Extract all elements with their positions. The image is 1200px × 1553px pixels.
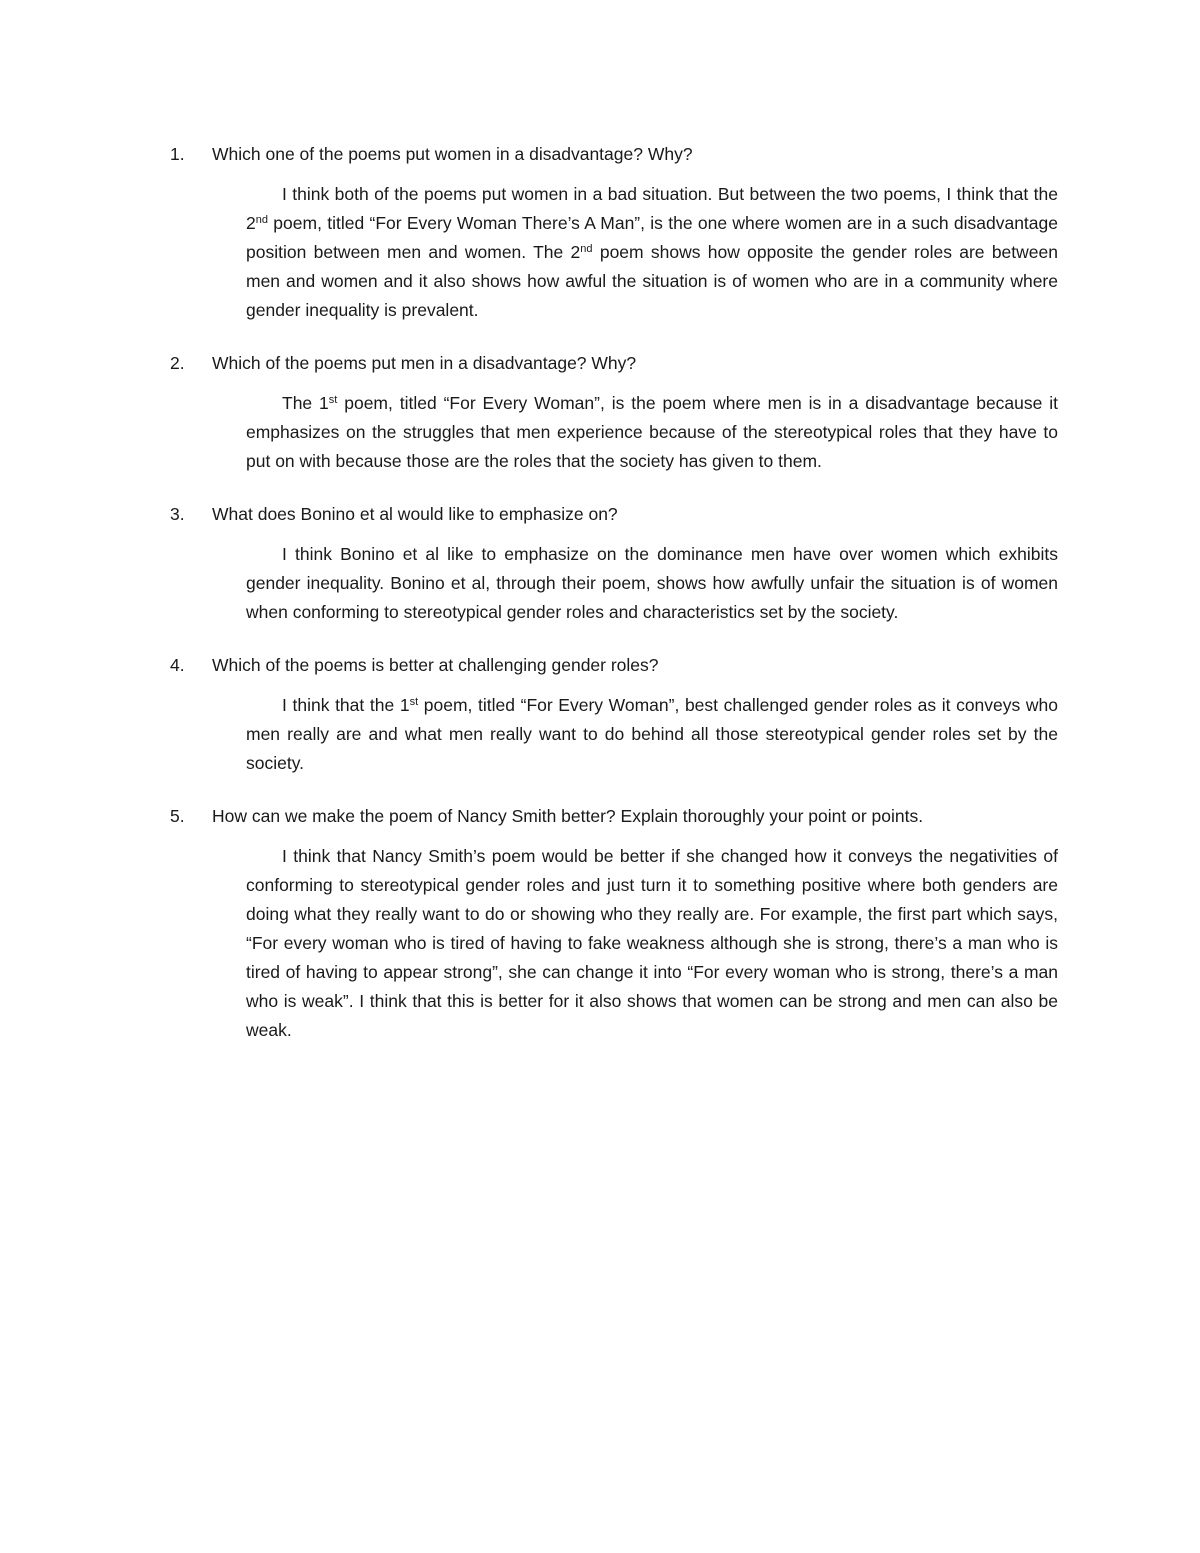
question-item-3 — [170, 500, 1058, 627]
question-number: 2. — [170, 353, 185, 373]
answer-paragraph — [246, 389, 1058, 476]
question-item-2 — [170, 349, 1058, 476]
answer-text: I think that Nancy Smith’s poem would be better if she changed how it conveys the negativities of conforming to stereotypical gender roles and just turn it to something positive where both genders are doing what they really want to do or showing who they really are. For example, the first part which says, “For every woman who is tired of having to fake weakness although she is strong, there’s a man who is tired of having to appear strong”, she can change it into “For every woman who is strong, there’s a man who is weak”. I think that this is better for it also shows that women can be strong and men can also be weak. — [246, 846, 1058, 1040]
question-item-5 — [170, 802, 1058, 1045]
question-text: What does Bonino et al would like to emphasize on? — [212, 504, 618, 524]
question-heading — [170, 140, 1058, 169]
question-heading — [170, 349, 1058, 378]
question-item-1 — [170, 140, 1058, 325]
answer-text: I think that the 1 — [282, 695, 410, 715]
question-item-4 — [170, 651, 1058, 778]
answer-text: I think Bonino et al like to emphasize on the dominance men have over women which exhibits gender inequality. Bonino et al, through their poem, shows how awfully unfair the situation is of women when conforming to stereotypical gender roles and characteristics set by the society. — [246, 544, 1058, 622]
question-number: 1. — [170, 144, 185, 164]
ordinal-suffix: st — [328, 394, 338, 406]
answer-text: poem, titled “For Every Woman”, best challenged gender roles as it conveys who men really are and what men really want to do behind all those stereotypical gender roles set by the society. — [246, 695, 1058, 773]
question-heading — [170, 651, 1058, 680]
question-number: 3. — [170, 504, 185, 524]
ordinal-suffix: nd — [255, 214, 268, 226]
question-text: Which of the poems put men in a disadvantage? Why? — [212, 353, 637, 373]
question-text: Which of the poems is better at challenging gender roles? — [212, 655, 659, 675]
question-heading — [170, 500, 1058, 529]
question-number: 4. — [170, 655, 185, 675]
answer-text: I think both of the poems put women in a bad situation. But between the two poems, I think that the 2 — [246, 184, 1058, 233]
answer-text: The 1 — [282, 393, 329, 413]
answer-paragraph — [246, 540, 1058, 627]
question-heading — [170, 802, 1058, 831]
question-number: 5. — [170, 806, 185, 826]
answer-text: poem shows how opposite the gender roles are between men and women and it also shows how awful the situation is of women who are in a community where gender inequality is prevalent. — [246, 242, 1058, 320]
answer-paragraph — [246, 180, 1058, 325]
ordinal-suffix: st — [409, 696, 419, 708]
answer-text: poem, titled “For Every Woman There’s A Man”, is the one where women are in a such disadvantage position between men and women. The 2 — [246, 213, 1058, 262]
answer-text: poem, titled “For Every Woman”, is the poem where men is in a disadvantage because it emphasizes on the struggles that men experience because of the stereotypical roles that they have to put on with because those are the roles that the society has given to them. — [246, 393, 1059, 471]
ordinal-suffix: nd — [580, 243, 593, 255]
question-text: How can we make the poem of Nancy Smith better? Explain thoroughly your point or points. — [212, 806, 924, 826]
question-list — [170, 140, 1058, 1069]
question-text: Which one of the poems put women in a disadvantage? Why? — [212, 144, 693, 164]
answer-paragraph — [246, 691, 1058, 778]
answer-paragraph — [246, 842, 1058, 1045]
